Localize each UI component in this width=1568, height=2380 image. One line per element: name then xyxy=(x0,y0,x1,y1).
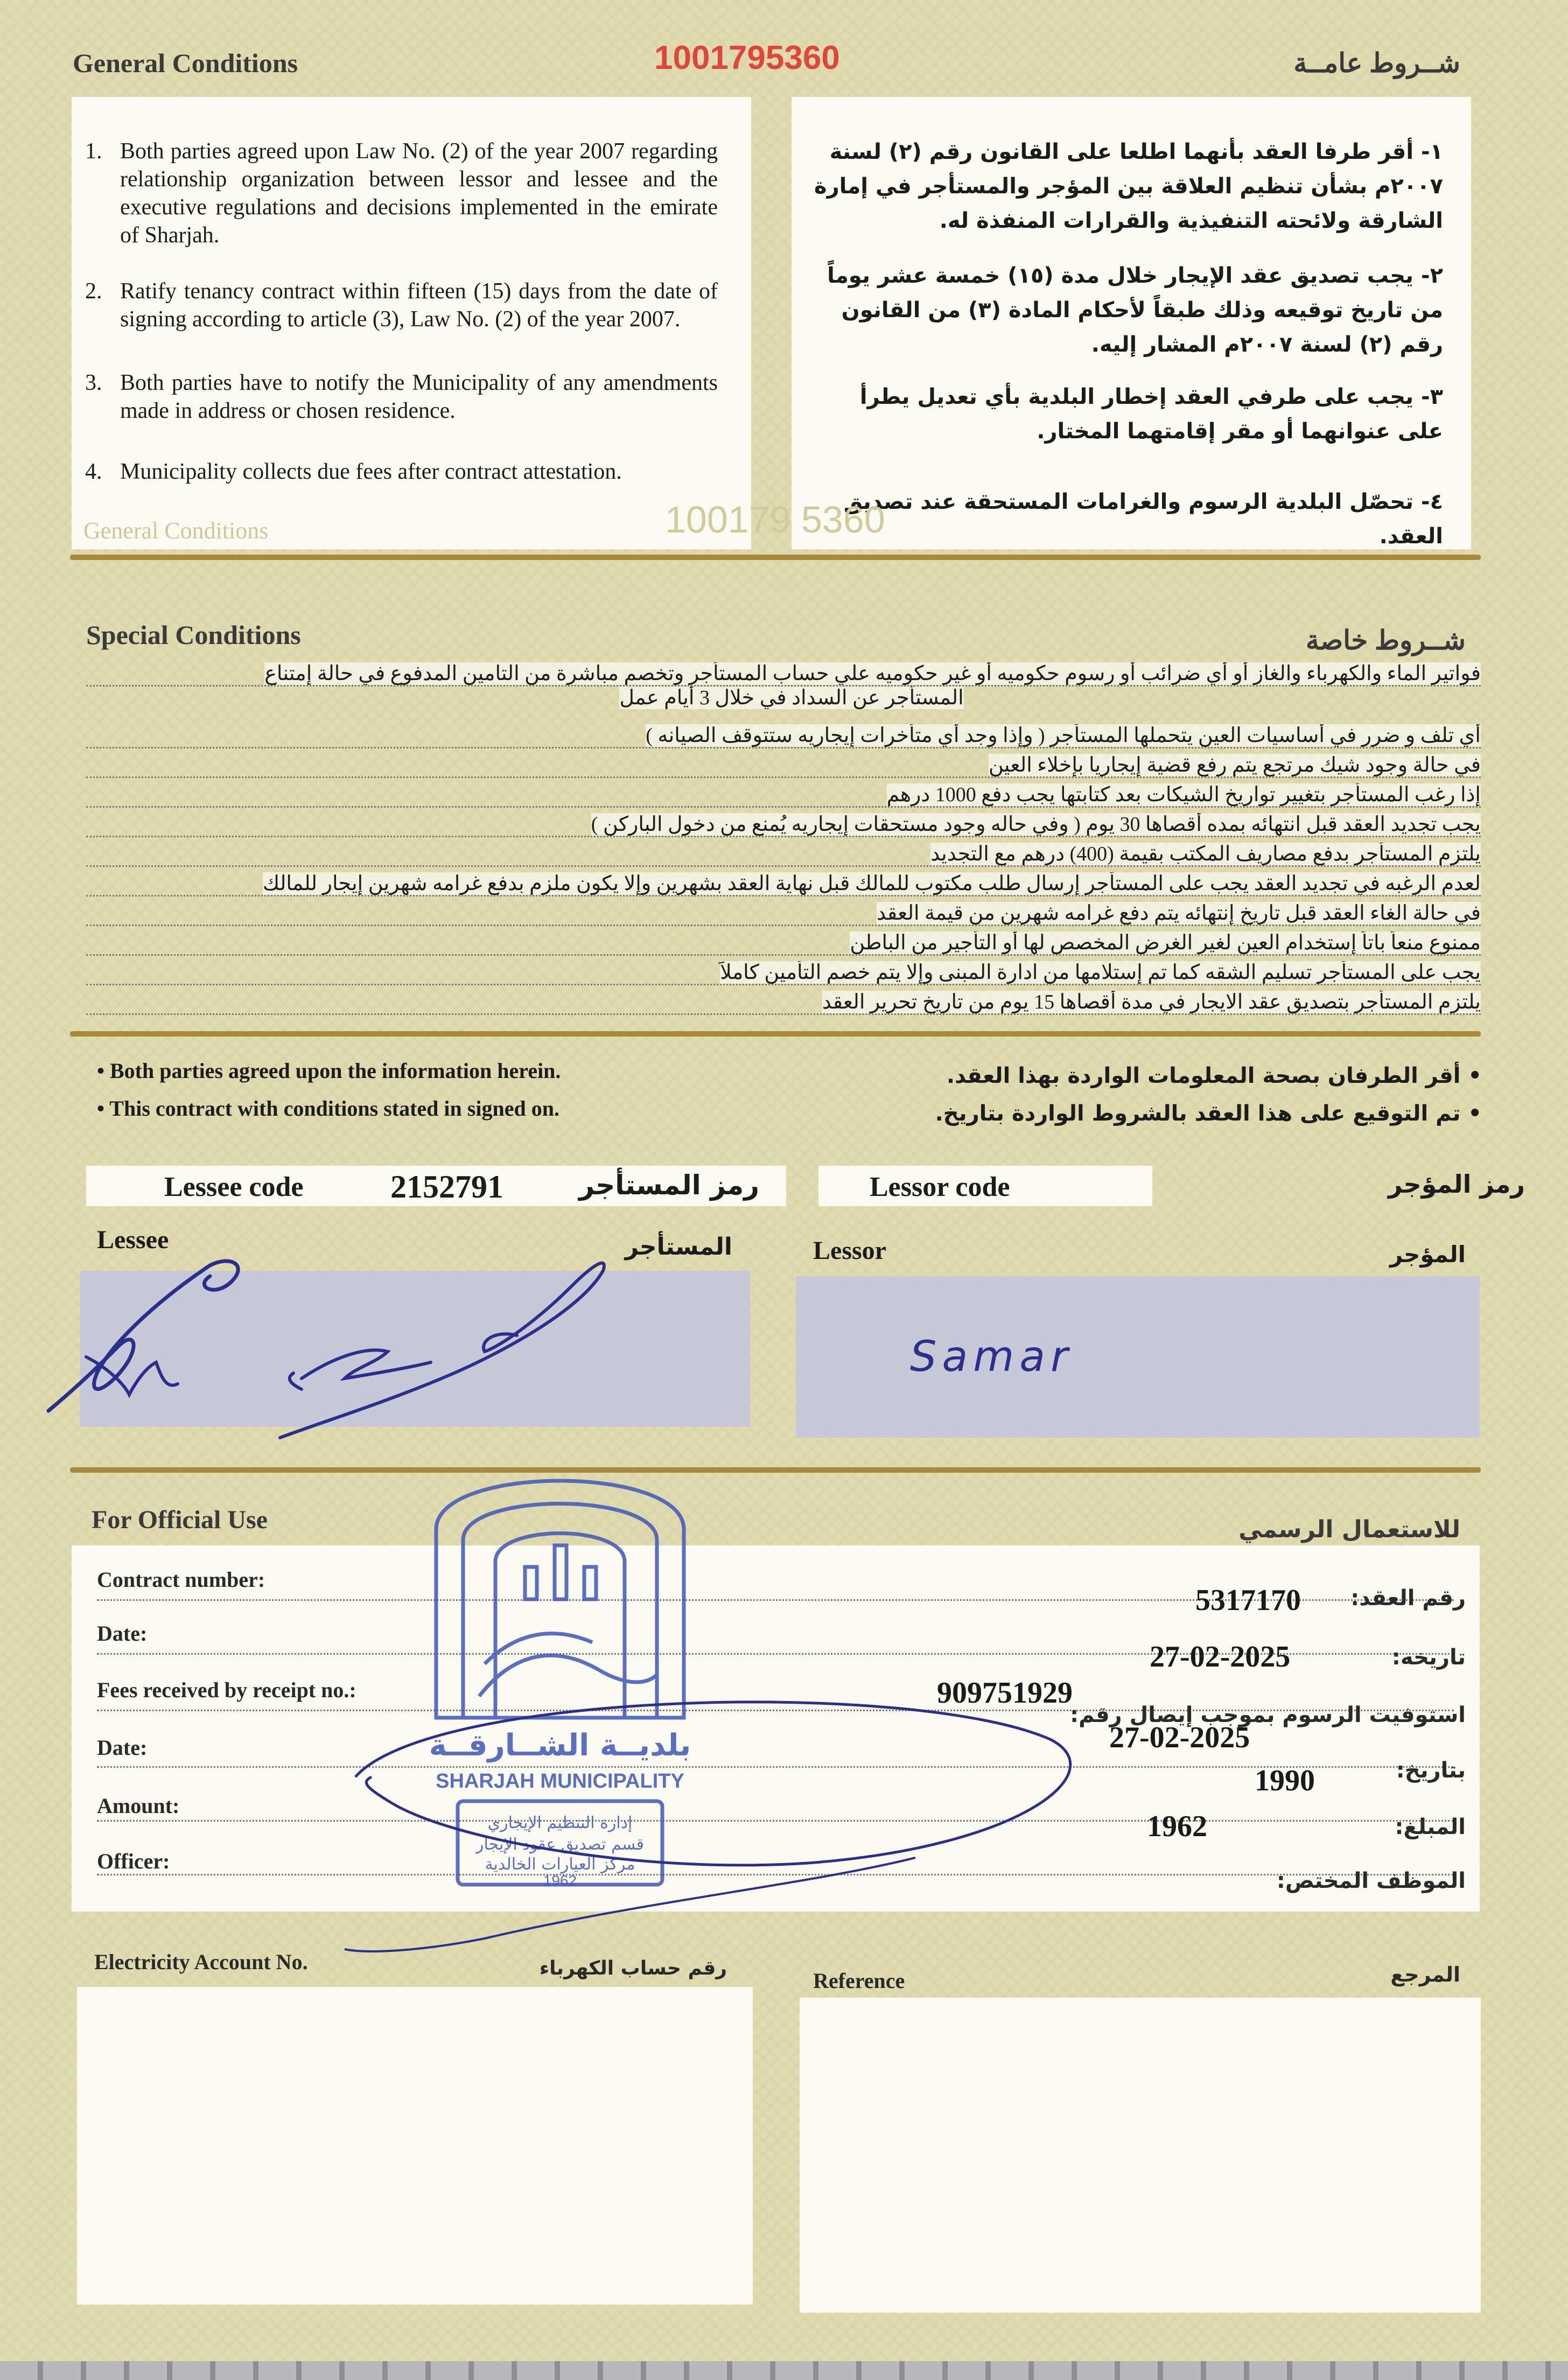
date2-label: Date: xyxy=(97,1735,148,1760)
amount-label: Amount: xyxy=(97,1794,180,1818)
general-item-text: Ratify tenancy contract within fifteen (15) days from the date of signing according to article (3), Law No. (2) of the year 2007. xyxy=(120,279,718,332)
official-use-title-ar: للاستعمال الرسمي xyxy=(1238,1516,1460,1543)
reference-label: Reference xyxy=(813,1969,905,1993)
special-condition-line-7 xyxy=(86,872,1481,897)
lessee-signature-stroke xyxy=(280,1263,604,1438)
general-conditions-en-box xyxy=(72,97,751,549)
special-condition-text: يجب تجديد العقد قبل انتهائه بمده أقصاها 30 يوم ( وفي حاله وجود مستحقات إيجاريه يُمنع من دخول الباركن ) xyxy=(591,813,1481,836)
special-condition-line-9 xyxy=(86,932,1481,956)
lessee-signature-stroke xyxy=(290,1373,302,1389)
date-label: Date: xyxy=(97,1621,148,1646)
contract-number-label: Contract number: xyxy=(97,1567,265,1592)
general-item-num: 2. xyxy=(85,279,102,304)
officer-label: Officer: xyxy=(97,1849,170,1873)
lessee-code-label: Lessee code xyxy=(164,1172,304,1202)
officer-signature-stroke xyxy=(345,1858,915,1951)
lessee-signature-stroke xyxy=(302,1350,431,1378)
stamp-line1-ar: إدارة التنظيم الإيجاري xyxy=(487,1814,633,1832)
watermark-serial: 100179 5360 xyxy=(665,499,885,541)
extra-value: 1990 xyxy=(1255,1764,1315,1797)
general-conditions-title-en: General Conditions xyxy=(73,48,298,78)
special-condition-line-10 xyxy=(86,961,1481,985)
amount-value: 1962 xyxy=(1147,1810,1207,1843)
general-item-en-3 xyxy=(85,369,726,425)
stamp-line2-ar: قسم تصديق عقود الإيجار xyxy=(476,1835,644,1854)
fees-label: Fees received by receipt no.: xyxy=(97,1678,356,1702)
special-condition-line-8 xyxy=(86,902,1481,926)
officer-signature-stroke xyxy=(355,1702,1070,1865)
special-condition-text: في حالة وجود شيك مرتجع يتم رفع قضية إيجاريا بإخلاء العين xyxy=(988,754,1481,776)
electricity-account-label-ar: رقم حساب الكهرباء xyxy=(539,1957,727,1979)
special-condition-text: لعدم الرغبه في تجديد العقد يجب على المستأجر إرسال طلب مكتوب للمالك قبل نهاية العقد بشهرين وإلا يكون ملزم بدفع غرامه شهرين إيجار للمالك xyxy=(262,872,1481,895)
special-condition-line-5 xyxy=(86,813,1481,837)
general-item-num: 1. xyxy=(85,139,102,164)
amount-label-ar: المبلغ: xyxy=(1395,1815,1466,1839)
lessor-code-label: Lessor code xyxy=(870,1172,1010,1202)
general-item-en-4 xyxy=(85,458,726,486)
agreement-ar-2: • تم التوقيع على هذا العقد بالشروط الواردة بتاريخ. xyxy=(935,1101,1482,1126)
agreement-en-1: • Both parties agreed upon the information herein. xyxy=(97,1059,561,1083)
special-condition-text: يلتزم المستأجر بدفع مصاريف المكتب بقيمة (400) درهم مع التجديد xyxy=(930,843,1481,865)
special-condition-text: ممنوع منعاً باتاً إستخدام العين لغير الغرض المخصص لها أو التأجير من الباطن xyxy=(850,932,1481,954)
special-condition-line-6 xyxy=(86,843,1481,867)
electricity-account-box xyxy=(77,1987,753,2305)
special-condition-text: المستأجر عن السداد في خلال 3 أيام عمل xyxy=(619,687,964,709)
special-condition-line-2 xyxy=(86,724,1481,748)
general-conditions-title-ar: شــروط عامــة xyxy=(1293,48,1460,78)
general-item-text: Municipality collects due fees after contract attestation. xyxy=(120,459,622,484)
special-condition-line-1 xyxy=(86,662,1481,687)
special-conditions-title-en: Special Conditions xyxy=(86,620,301,650)
general-item-ar-4: ٤- تحصّل البلدية الرسوم والغرامات المستحقة عند تصديق العقد. xyxy=(843,489,1443,549)
stamp-name-en: SHARJAH MUNICIPALITY xyxy=(436,1770,684,1793)
officer-label-ar: الموظف المختص: xyxy=(1276,1868,1466,1893)
special-condition-text: يلتزم المستأجر بتصديق عقد الايجار في مدة أقصاها 15 يوم من تاريخ تحرير العقد xyxy=(822,991,1481,1013)
agreement-ar-1: • أقر الطرفان بصحة المعلومات الواردة بهذا العقد. xyxy=(946,1063,1482,1088)
general-item-num: 3. xyxy=(85,370,102,395)
lessor-label-ar: المؤجر xyxy=(1389,1241,1466,1268)
stamp-name-ar: بلديــة الشــارقــة xyxy=(429,1728,691,1763)
contract-serial-number: 1001795360 xyxy=(654,39,840,76)
lessee-label-ar: المستأجر xyxy=(625,1233,732,1261)
lessee-code-label-ar: رمز المستأجر xyxy=(579,1170,759,1201)
lessee-code-value: 2152791 xyxy=(390,1169,503,1205)
general-item-num: 4. xyxy=(85,459,102,484)
lessor-signature-box xyxy=(796,1276,1480,1438)
reference-label-ar: المرجع xyxy=(1390,1963,1460,1986)
reference-box xyxy=(800,1998,1481,2313)
general-item-text: Both parties agreed upon Law No. (2) of the year 2007 regarding relationship organization between lessor and lessee and the executive regulations and decisions implemented in the emirate of Sharjah. xyxy=(120,139,718,248)
date2-label-ar: بتاريخ: xyxy=(1396,1758,1466,1783)
lessee-label: Lessee xyxy=(97,1226,169,1254)
agreement-en-2: • This contract with conditions stated in signed on. xyxy=(97,1096,559,1121)
special-conditions-title-ar: شــروط خاصة xyxy=(1305,625,1466,655)
stamp-line3-ar: مركز العيارات الخالدية xyxy=(485,1855,635,1874)
date2-value: 27-02-2025 xyxy=(1109,1721,1250,1754)
section-divider xyxy=(70,1031,1481,1037)
stamp-year: 1962 xyxy=(543,1872,577,1889)
fees-label-ar: استوفيت الرسوم بموجب إيصال رقم: xyxy=(1070,1703,1466,1727)
special-condition-text: إذا رغب المستأجر بتغيير تواريخ الشيكات بعد كتابتها يجب دفع 1000 درهم xyxy=(886,783,1481,806)
general-item-ar-2: ٢- يجب تصديق عقد الإيجار خلال مدة (١٥) خمسة عشر يوماً من تاريخ توقيعه وذلك طبقاً لأحكام المادة (٣) من القانون رقم (٢) لسنة ٢٠٠٧م المشار إليه. xyxy=(827,263,1443,357)
watermark-general-conditions: General Conditions xyxy=(83,517,269,544)
fees-receipt-value: 909751929 xyxy=(937,1676,1073,1710)
lessor-label: Lessor xyxy=(813,1236,886,1265)
section-divider xyxy=(70,1467,1481,1473)
lessor-code-label-ar: رمز المؤجر xyxy=(1388,1170,1525,1199)
lessee-signature-stroke xyxy=(48,1261,238,1411)
lessor-signature: Samar xyxy=(910,1333,1074,1381)
contract-number-value: 5317170 xyxy=(1195,1584,1301,1617)
special-condition-text: أي تلف و ضرر في أساسيات العين يتحملها المستأجر ( وإذا وجد أي متأخرات إيجاريه ستتوقف الصيانه ) xyxy=(646,724,1481,747)
section-divider xyxy=(70,555,1481,560)
special-condition-line-3 xyxy=(86,754,1481,778)
special-condition-line-4 xyxy=(86,783,1481,808)
general-item-en-1 xyxy=(85,137,726,249)
general-item-en-2 xyxy=(85,277,726,333)
special-condition-text: فواتير الماء والكهرباء والغاز أو أي ضرائب أو رسوم حكوميه أو غير حكوميه علي حساب المستأجر وتخصم مباشرة من التامين المدفوع في حالة إمتناع xyxy=(264,662,1481,685)
bottom-edge xyxy=(0,2361,1568,2380)
general-item-text: Both parties have to notify the Municipality of any amendments made in address or chosen residence. xyxy=(120,370,718,423)
general-conditions-ar-box xyxy=(792,97,1471,549)
general-item-ar-1: ١- أقر طرفا العقد بأنهما اطلعا على القانون رقم (٢) لسنة ٢٠٠٧م بشأن تنظيم العلاقة بين المؤجر والمستأجر في إمارة الشارقة ولائحته التنفيذية والقرارات المنفذة له. xyxy=(814,139,1443,233)
date-value: 27-02-2025 xyxy=(1150,1640,1291,1674)
contract-number-label-ar: رقم العقد: xyxy=(1350,1586,1466,1611)
general-item-ar-3: ٣- يجب على طرفي العقد إخطار البلدية بأي تعديل يطرأ على عنوانهما أو مقر إقامتهما المختار. xyxy=(859,384,1443,444)
electricity-account-label: Electricity Account No. xyxy=(94,1950,308,1974)
special-condition-text: يجب على المستأجر تسليم الشقه كما تم إستلامها من ادارة المبنى وإلا يتم خصم التأمين كاملاً xyxy=(720,961,1481,984)
officer-signature xyxy=(323,1669,1131,1992)
special-condition-line-11 xyxy=(86,991,1481,1015)
date-label-ar: تاريخه: xyxy=(1391,1645,1466,1670)
special-condition-text: في حالة الغاء العقد قبل تاريخ إنتهائه يتم دفع غرامه شهرين من قيمة العقد xyxy=(876,902,1481,925)
special-condition-line-1b xyxy=(415,687,1168,709)
official-use-title-en: For Official Use xyxy=(92,1506,268,1534)
